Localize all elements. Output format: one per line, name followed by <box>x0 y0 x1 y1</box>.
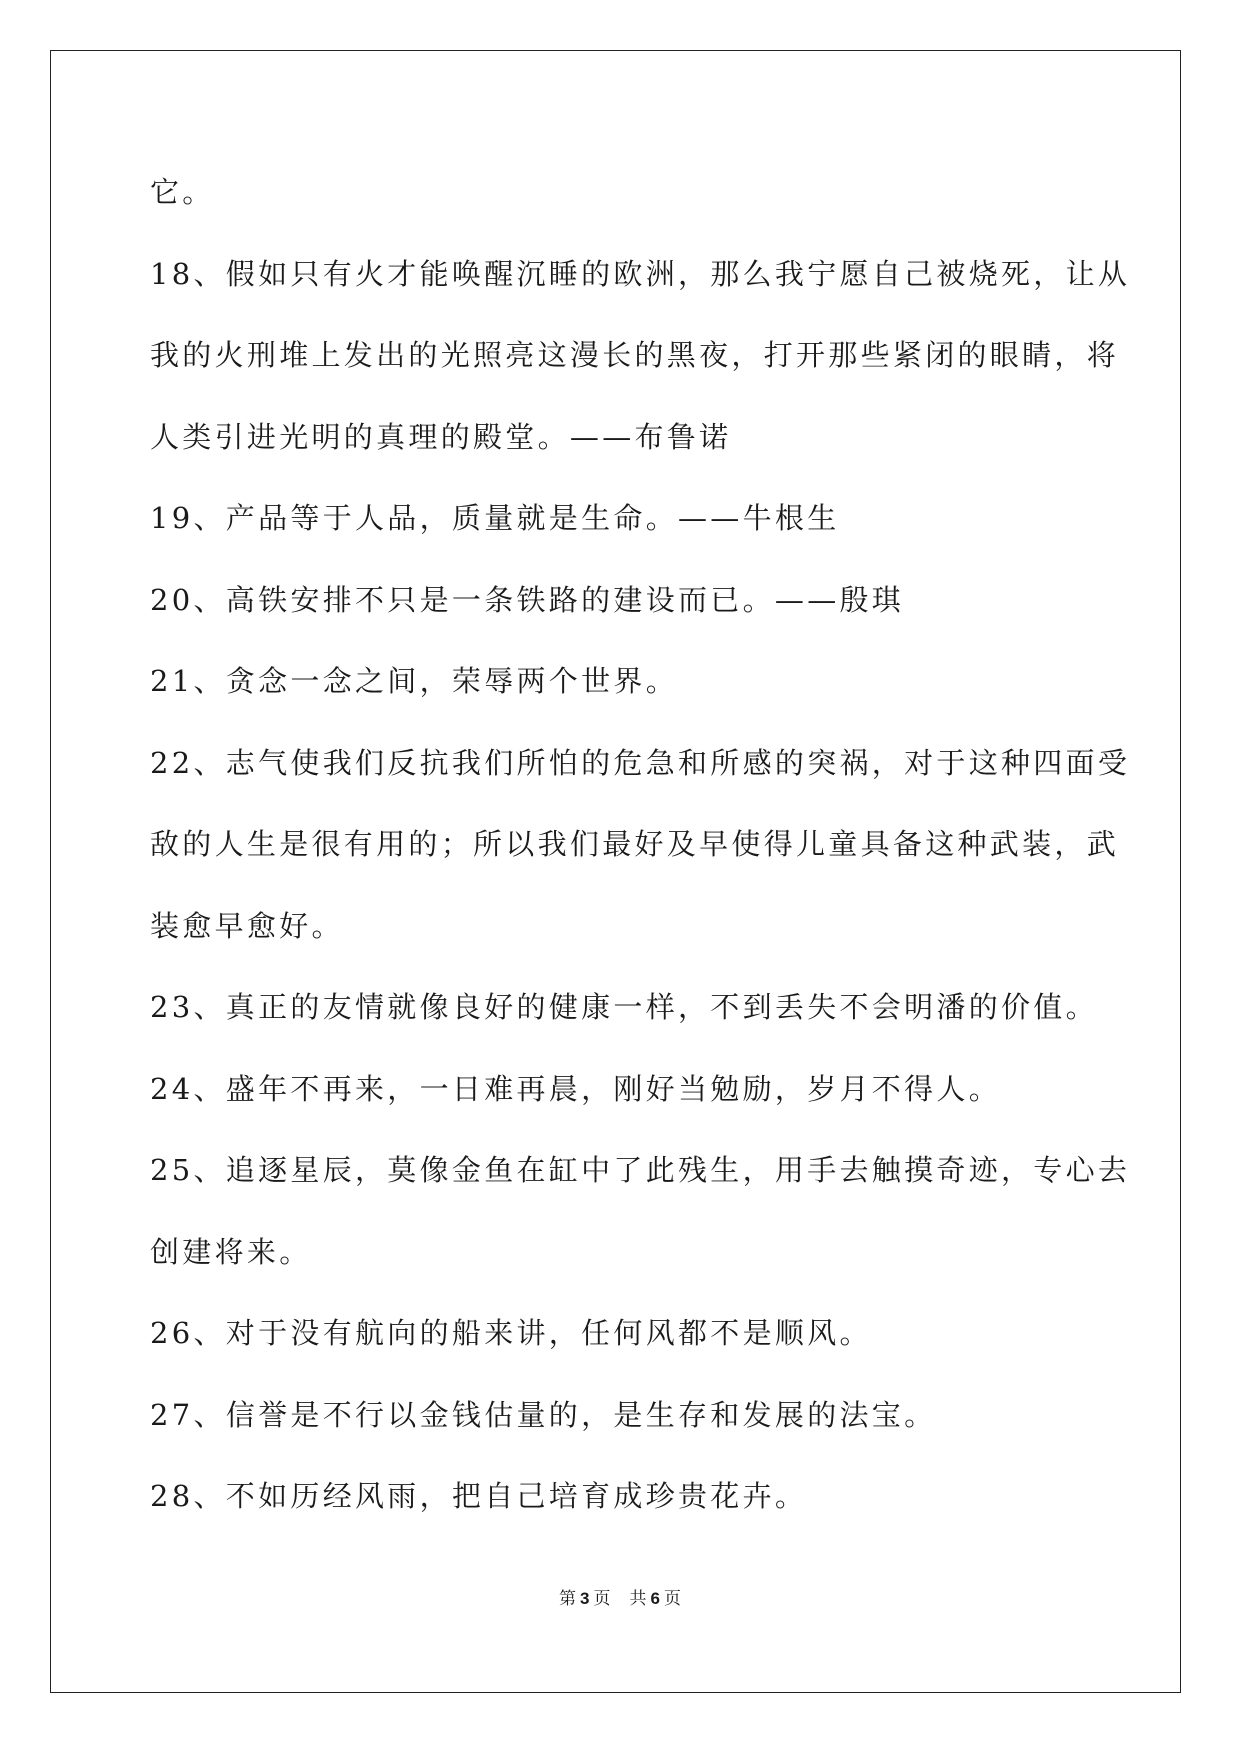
total-prefix: 共 <box>629 1589 648 1609</box>
text-line: 27、信誉是不行以金钱估量的，是生存和发展的法宝。 <box>150 1397 937 1432</box>
text-line: 19、产品等于人品，质量就是生命。——牛根生 <box>150 501 840 535</box>
text-line: 人类引进光明的真理的殿堂。——布鲁诺 <box>150 419 732 454</box>
text-line: 21、贪念一念之间，荣辱两个世界。 <box>150 664 679 698</box>
text-line: 26、对于没有航向的船来讲，任何风都不是顺风。 <box>150 1316 872 1350</box>
page-suffix: 页 <box>593 1589 612 1609</box>
text-line: 18、假如只有火才能唤醒沉睡的欧洲，那么我宁愿自己被烧死，让从 <box>150 256 1131 291</box>
page-current-number: 3 <box>580 1589 591 1608</box>
document-body <box>150 152 1131 1538</box>
text-line: 它。 <box>150 175 215 209</box>
page-total-number: 6 <box>650 1589 661 1608</box>
text-line: 20、高铁安排不只是一条铁路的建设而已。——殷琪 <box>150 582 905 617</box>
text-line: 创建将来。 <box>150 1234 312 1269</box>
text-line: 22、志气使我们反抗我们所怕的危急和所感的突祸，对于这种四面受 <box>150 745 1131 780</box>
text-line: 敌的人生是很有用的；所以我们最好及早使得儿童具备这种武装，武 <box>150 827 1120 861</box>
page-footer <box>0 1584 1241 1609</box>
text-line: 我的火刑堆上发出的光照亮这漫长的黑夜，打开那些紧闭的眼睛，将 <box>150 338 1120 372</box>
page-prefix: 第 <box>559 1589 578 1609</box>
text-line: 23、真正的友情就像良好的健康一样，不到丢失不会明潘的价值。 <box>150 990 1098 1024</box>
text-line: 28、不如历经风雨，把自己培育成珍贵花卉。 <box>150 1479 808 1513</box>
text-line: 装愈早愈好。 <box>150 908 344 943</box>
text-line: 24、盛年不再来，一日难再晨，刚好当勉励，岁月不得人。 <box>150 1071 1002 1106</box>
text-line: 25、追逐星辰，莫像金鱼在缸中了此残生，用手去触摸奇迹，专心去 <box>150 1153 1131 1187</box>
total-suffix: 页 <box>663 1589 682 1609</box>
